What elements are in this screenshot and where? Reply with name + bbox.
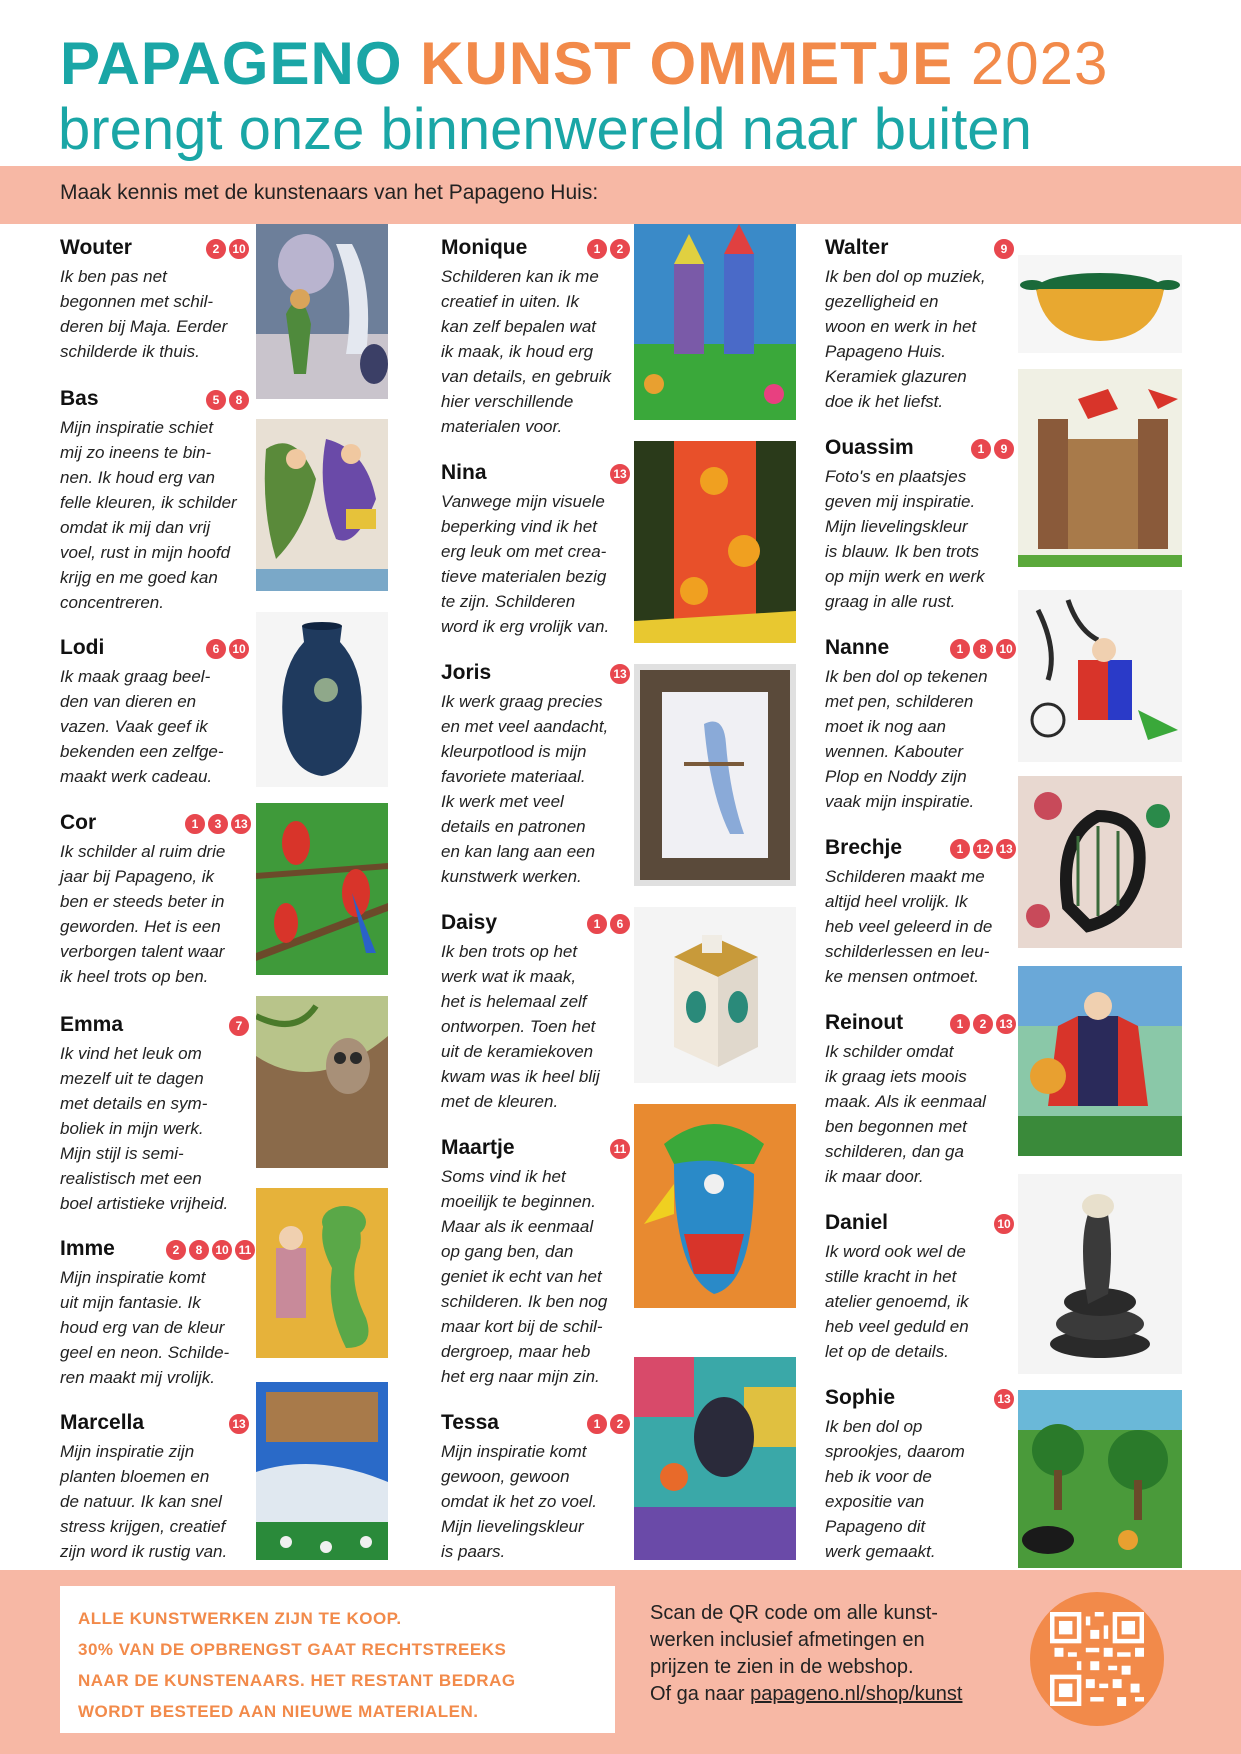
location-badges [970,438,1015,460]
location-badge: 12 [972,838,994,860]
artist-name: Monique [441,236,528,259]
sale-line: 30% VAN DE OPBRENGST GAAT RECHTSTREEKS [78,1640,507,1659]
location-badges [949,838,1017,860]
artist-name: Marcella [60,1411,145,1434]
location-badge: 6 [609,913,631,935]
location-badges [609,463,631,485]
location-badge: 6 [205,638,227,660]
artwork-tessa [634,1357,796,1560]
location-badges [993,1388,1015,1410]
artist-name: Ouassim [825,436,914,459]
artist-name: Nina [441,461,487,484]
artwork-daniel [1018,1174,1182,1374]
qr-line: Scan de QR code om alle kunst- [650,1602,938,1624]
artwork-imme [256,1188,388,1358]
location-badge: 1 [586,238,608,260]
location-badge: 13 [609,463,631,485]
location-badge: 13 [995,1013,1017,1035]
artwork-joris [634,664,796,886]
artist-description: Ik schilder omdat ik graag iets moois maak. Als ik eenmaal ben begonnen met schilderen, dan ga ik maar door. [825,1042,986,1186]
location-badge: 5 [205,389,227,411]
sale-line: WORDT BESTEED AAN NIEUWE MATERIALEN. [78,1702,479,1721]
artwork-nina [634,441,796,643]
qr-line: werken inclusief afmetingen en [650,1629,925,1651]
artwork-maartje [634,1104,796,1308]
artwork-reinout [1018,966,1182,1156]
qr-line: prijzen te zien in de webshop. [650,1656,914,1678]
location-badges [228,1413,250,1435]
location-badge: 13 [228,1413,250,1435]
intro-text: Maak kennis met de kunstenaars van het Papageno Huis: [60,181,599,204]
location-badge: 9 [993,438,1015,460]
artwork-ouassim [1018,369,1182,567]
artist-description: Mijn inspiratie zijn planten bloemen en de natuur. Ik kan snel stress krijgen, creatief zijn word ik rustig van. [60,1442,228,1561]
artist-description: Vanwege mijn visuele beperking vind ik het erg leuk om met crea- tieve materialen bezig te zijn. Schilderen word ik erg vrolijk van. [441,492,610,636]
location-badge: 10 [228,238,250,260]
artist-description: Foto's en plaatsjes geven mij inspiratie. Mijn lievelingskleur is blauw. Ik ben trots op mijn werk en werk graag in alle rust. [825,467,985,611]
location-badges [228,1015,250,1037]
sale-notice [60,1586,615,1733]
location-badges [165,1239,256,1261]
artist-description: Ik schilder al ruim drie jaar bij Papageno, ik ben er steeds beter in geworden. Het is een verborgen talent waar ik heel trots op ben. [60,842,226,986]
artwork-daisy [634,907,796,1083]
qr-code-icon[interactable] [1050,1612,1144,1706]
artwork-marcella [256,1382,388,1560]
location-badge: 13 [995,838,1017,860]
location-badge: 2 [972,1013,994,1035]
location-badge: 1 [184,813,206,835]
artist-name: Brechje [825,836,903,859]
location-badge: 13 [230,813,252,835]
artist-name: Maartje [441,1136,515,1159]
artist-description: Ik werk graag precies en met veel aandacht, kleurpotlood is mijn favoriete materiaal. Ik werk met veel details en patronen en kan lang aan een kunstwerk werken. [441,692,609,886]
location-badge: 1 [949,1013,971,1035]
artist-description: Ik ben dol op sprookjes, daarom heb ik voor de expositie van Papageno dit werk gemaakt. [825,1417,965,1561]
location-badge: 2 [165,1239,187,1261]
artist-description: Mijn inspiratie komt gewoon, gewoon omdat ik het zo voel. Mijn lievelingskleur is paars. [441,1442,597,1561]
location-badge: 2 [609,238,631,260]
qr-link-prefix: Of ga naar [650,1683,745,1705]
artist-name: Joris [441,661,492,684]
location-badge: 3 [207,813,229,835]
location-badge: 1 [586,1413,608,1435]
location-badge: 1 [949,838,971,860]
artist-name: Cor [60,811,97,834]
artist-name: Sophie [825,1386,896,1409]
location-badge: 11 [609,1138,631,1160]
location-badge: 13 [993,1388,1015,1410]
artwork-monique [634,224,796,420]
location-badges [993,1213,1015,1235]
location-badges [586,913,631,935]
artist-name: Imme [60,1237,115,1260]
sale-line: NAAR DE KUNSTENAARS. HET RESTANT BEDRAG [78,1671,516,1690]
location-badges [586,238,631,260]
location-badge: 2 [609,1413,631,1435]
location-badge: 1 [970,438,992,460]
title-kunst-ommetje: KUNST OMMETJE [420,30,954,97]
artwork-bas [256,419,388,591]
location-badge: 7 [228,1015,250,1037]
artist-name: Lodi [60,636,105,659]
location-badge: 10 [228,638,250,660]
artist-description: Schilderen kan ik me creatief in uiten. Ik kan zelf bepalen wat ik maak, ik houd erg van details, en gebruik hier verschillende materialen voor. [441,267,612,436]
artwork-walter [1018,255,1182,353]
artist-description: Ik vind het leuk om mezelf uit te dagen met details en sym- boliek in mijn werk. Mijn stijl is semi- realistisch met een boel artistieke vrijheid. [60,1044,229,1213]
location-badges [184,813,252,835]
artist-description: Soms vind ik het moeilijk te beginnen. Maar als ik eenmaal op gang ben, dan geniet ik echt van het schilderen. Ik ben nog maar kort bij de schil- dergroep, maar heb het erg naar mijn zin. [441,1167,608,1386]
location-badge: 8 [972,638,994,660]
location-badge: 8 [188,1239,210,1261]
location-badge: 8 [228,389,250,411]
location-badges [609,1138,631,1160]
artist-name: Daisy [441,911,498,934]
location-badge: 10 [995,638,1017,660]
location-badges [205,389,250,411]
qr-instructions [650,1600,962,1708]
location-badge: 2 [205,238,227,260]
sale-line: ALLE KUNSTWERKEN ZIJN TE KOOP. [78,1609,402,1628]
shop-link[interactable]: papageno.nl/shop/kunst [750,1683,963,1705]
artist-name: Bas [60,387,99,410]
title-papageno: PAPAGENO [60,30,403,97]
artist-name: Reinout [825,1011,904,1034]
artist-name: Walter [825,236,889,259]
artwork-lodi [256,612,388,787]
artist-description: Mijn inspiratie schiet mij zo ineens te bin- nen. Ik houd erg van felle kleuren, ik schilder omdat ik mij dan vrij voel, rust in mijn hoofd krijg en me goed kan concentreren. [60,418,237,612]
artwork-nanne [1018,590,1182,762]
artist-description: Ik word ook wel de stille kracht in het atelier genoemd, ik heb veel geduld en let op de details. [825,1242,969,1361]
location-badge: 10 [993,1213,1015,1235]
artist-description: Ik ben dol op tekenen met pen, schilderen moet ik nog aan wennen. Kabouter Plop en Noddy zijn vaak mijn inspiratie. [825,667,988,811]
artist-description: Ik maak graag beel- den van dieren en vazen. Vaak geef ik bekenden een zelfge- maakt werk cadeau. [60,667,224,786]
location-badge: 9 [993,238,1015,260]
artwork-emma [256,996,388,1168]
location-badge: 10 [211,1239,233,1261]
location-badges [205,238,250,260]
artwork-brechje [1018,776,1182,948]
location-badge: 11 [234,1239,256,1261]
artwork-cor [256,803,388,975]
artist-description: Ik ben dol op muziek, gezelligheid en woon en werk in het Papageno Huis. Keramiek glazuren doe ik het liefst. [825,267,986,411]
artist-name: Nanne [825,636,890,659]
artist-name: Tessa [441,1411,499,1434]
artist-description: Mijn inspiratie komt uit mijn fantasie. Ik houd erg van de kleur geel en neon. Schilde- ren maakt mij vrolijk. [60,1268,230,1387]
artist-name: Daniel [825,1211,889,1234]
location-badges [609,663,631,685]
qr-link-line [650,1681,962,1708]
location-badges [586,1413,631,1435]
artist-description: Ik ben trots op het werk wat ik maak, het is helemaal zelf ontworpen. Toen het uit de keramiekoven kwam was ik heel blij met de kleuren. [441,942,600,1111]
artist-name: Emma [60,1013,124,1036]
location-badge: 1 [586,913,608,935]
location-badges [205,638,250,660]
location-badge: 1 [949,638,971,660]
artwork-wouter [256,224,388,399]
artwork-sophie [1018,1390,1182,1568]
location-badges [949,1013,1017,1035]
page-subtitle: brengt onze binnenwereld naar buiten [58,97,1032,162]
artist-name: Wouter [60,236,132,259]
location-badge: 13 [609,663,631,685]
location-badges [949,638,1017,660]
location-badges [993,238,1015,260]
title-year: 2023 [970,30,1109,97]
artist-description: Ik ben pas net begonnen met schil- deren bij Maja. Eerder schilderde ik thuis. [60,267,228,361]
page-title [60,28,1108,100]
artist-description: Schilderen maakt me altijd heel vrolijk. Ik heb veel geleerd in de schilderlessen en leu- ke mensen ontmoet. [825,867,993,986]
